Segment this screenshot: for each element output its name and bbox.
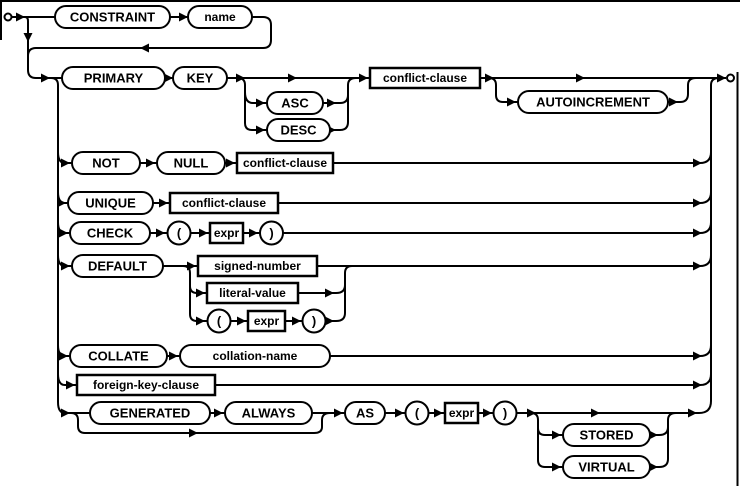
nonterminal-foreign-key-clause[interactable]: [77, 375, 215, 395]
terminal-key: [173, 67, 227, 89]
terminal-null-label: NULL: [173, 155, 209, 171]
nonterminal-signed-number-label: signed-number: [214, 259, 301, 273]
entry-point: [5, 14, 12, 21]
lparen-label: (: [216, 313, 222, 329]
terminal-default: [72, 255, 163, 277]
terminal-rparen: [303, 310, 326, 333]
terminal-primary-label: PRIMARY: [83, 70, 144, 86]
nonterminal-signed-number[interactable]: [198, 256, 317, 276]
terminal-primary: [62, 67, 165, 89]
nonterminal-conflict-clause[interactable]: [370, 68, 480, 88]
terminal-desc: [267, 119, 330, 141]
terminal-lparen: [208, 310, 231, 333]
nonterminal-foreign-key-clause-label: foreign-key-clause: [92, 378, 200, 392]
lparen-label: (: [414, 405, 420, 421]
terminal-virtual: [563, 456, 650, 478]
nonterminal-expr-label: expr: [448, 406, 475, 420]
lparen-label: (: [176, 225, 182, 241]
terminal-constraint: [55, 6, 170, 28]
nonterminal-literal-value[interactable]: [207, 283, 298, 303]
terminal-collate: [70, 345, 167, 367]
terminal-stored: [563, 424, 650, 446]
terminal-key-label: KEY: [186, 70, 214, 86]
terminal-autoincrement-label: AUTOINCREMENT: [536, 94, 650, 110]
terminal-generated: [90, 402, 210, 424]
rparen-label: ): [269, 225, 274, 241]
rparen-label: ): [311, 313, 317, 329]
terminal-name-label: name: [204, 10, 236, 24]
terminal-collation-name-label: collation-name: [212, 349, 298, 363]
terminal-collation-name: [180, 345, 330, 367]
terminal-not: [72, 152, 140, 174]
terminal-asc-label: ASC: [281, 95, 309, 111]
terminal-always: [225, 402, 312, 424]
terminal-name: [188, 6, 252, 28]
terminal-null: [157, 152, 225, 174]
nonterminal-expr-label: expr: [253, 314, 280, 328]
terminal-unique-label: UNIQUE: [85, 195, 136, 211]
terminal-as: [345, 402, 385, 424]
terminal-rparen: [494, 402, 517, 425]
terminal-check-label: CHECK: [86, 225, 134, 241]
nonterminal-expr[interactable]: [210, 223, 243, 243]
rparen-label: ): [502, 405, 508, 421]
terminal-as-label: AS: [355, 405, 375, 421]
nonterminal-expr[interactable]: [248, 311, 285, 331]
exit-point: [727, 75, 734, 82]
terminal-lparen: [168, 222, 191, 245]
terminal-autoincrement: [518, 91, 668, 113]
nonterminal-literal-value-label: literal-value: [219, 286, 286, 300]
terminal-default-label: DEFAULT: [88, 258, 147, 274]
nonterminal-conflict-clause-label: conflict-clause: [242, 156, 328, 170]
nonterminal-expr[interactable]: [445, 403, 478, 423]
terminal-virtual-label: VIRTUAL: [578, 459, 635, 475]
terminal-asc: [267, 92, 323, 114]
terminal-collate-label: COLLATE: [88, 348, 149, 364]
terminal-check: [70, 222, 150, 244]
terminal-unique: [68, 192, 153, 214]
terminal-constraint-label: CONSTRAINT: [69, 9, 156, 25]
nonterminal-conflict-clause-label: conflict-clause: [382, 71, 468, 85]
nonterminal-conflict-clause[interactable]: [170, 193, 278, 213]
terminal-lparen: [406, 402, 429, 425]
terminal-not-label: NOT: [92, 155, 120, 171]
terminal-rparen: [260, 222, 283, 245]
nonterminal-conflict-clause-label: conflict-clause: [181, 196, 267, 210]
nonterminal-conflict-clause[interactable]: [237, 153, 333, 173]
terminal-desc-label: DESC: [280, 122, 317, 138]
nonterminal-expr-label: expr: [213, 226, 240, 240]
terminal-always-label: ALWAYS: [241, 405, 296, 421]
terminal-stored-label: STORED: [579, 427, 634, 443]
terminal-generated-label: GENERATED: [109, 405, 191, 421]
